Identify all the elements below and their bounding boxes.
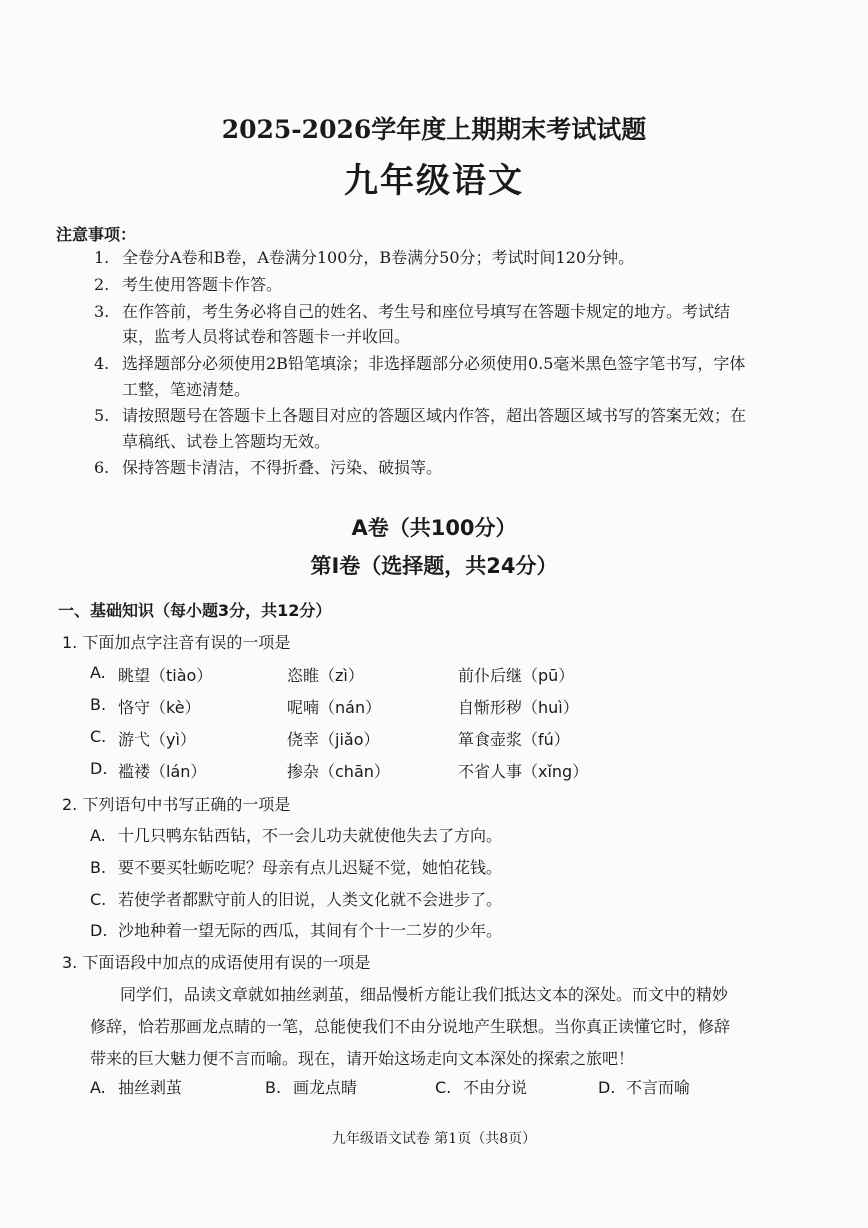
q3-option-d — [598, 1075, 690, 1098]
q1-option-a-letter: A. — [90, 663, 106, 682]
option-text: 不言而喻 — [626, 1078, 691, 1097]
notice-text-cont: 工整，笔迹清楚。 — [122, 380, 251, 399]
notice-text: 请按照题号在答题卡上各题目对应的答题区域内作答，超出答题区域书写的答案无效；在 — [122, 406, 747, 425]
question-2-stem: 2. 下列语句中书写正确的一项是 — [62, 795, 291, 814]
option-text: 画龙点睛 — [293, 1078, 358, 1097]
notice-item-6 — [94, 458, 442, 478]
notice-text: 考生使用答题卡作答。 — [122, 275, 283, 294]
option-text: 若使学者都默守前人的旧说，人类文化就不会进步了。 — [118, 890, 503, 909]
question-3-stem: 3. 下面语段中加点的成语使用有误的一项是 — [62, 953, 371, 972]
option-letter: B. — [265, 1078, 282, 1097]
notice-text: 选择题部分必须使用2B铅笔填涂；非选择题部分必须使用0.5毫米黑色签字笔书写，字体 — [122, 354, 746, 373]
q1-option-d-letter: D. — [90, 759, 108, 778]
q3-passage-line-1: 同学们，品读文章就如抽丝剥茧，细品慢析方能让我们抵达文本的深处。而文中的精妙 — [120, 985, 729, 1004]
option-text: 沙地种着一望无际的西瓜，其间有个十一二岁的少年。 — [118, 921, 503, 940]
q3-passage-line-3: 带来的巨大魅力便不言而喻。现在，请开始这场走向文本深处的探索之旅吧！ — [90, 1049, 635, 1068]
q1-option-c-col2: 侥幸（jiǎo） — [287, 730, 380, 749]
notice-num: 2. — [94, 275, 110, 294]
page-footer: 九年级语文试卷 第1页（共8页） — [331, 1131, 537, 1147]
notice-num: 1. — [94, 248, 110, 267]
notice-num: 6. — [94, 458, 110, 477]
q3-passage-line-2: 修辞，恰若那画龙点睛的一笔，总能使我们不由分说地产生联想。当你真正读懂它时，修辞 — [90, 1017, 731, 1036]
part1-heading: 一、基础知识（每小题3分，共12分） — [58, 601, 332, 620]
option-letter: D. — [598, 1078, 616, 1097]
part-heading: 第Ⅰ卷（选择题，共24分） — [310, 554, 558, 578]
notice-text: 全卷分A卷和B卷，A卷满分100分，B卷满分50分；考试时间120分钟。 — [122, 248, 635, 267]
q1-option-c-col1: 游弋（yì） — [118, 730, 196, 749]
volume-heading: A卷（共100分） — [351, 516, 517, 540]
q1-option-a-col2: 恣睢（zì） — [287, 666, 364, 685]
notice-num: 3. — [94, 302, 110, 321]
q1-option-d-col1: 褴褛（lán） — [118, 762, 207, 781]
subject-title: 九年级语文 — [344, 161, 524, 201]
option-text: 不由分说 — [463, 1078, 528, 1097]
notice-text: 保持答题卡清洁，不得折叠、污染、破损等。 — [122, 458, 443, 477]
notice-heading: 注意事项： — [56, 225, 137, 244]
notice-text-cont: 草稿纸、试卷上答题均无效。 — [122, 432, 331, 451]
notice-item-4 — [94, 354, 745, 374]
q1-option-d-col2: 掺杂（chān） — [287, 762, 390, 781]
notice-item-1 — [94, 248, 634, 268]
notice-text: 在作答前，考生务必将自己的姓名、考生号和座位号填写在答题卡规定的地方。考试结 — [122, 302, 731, 321]
q1-option-a-col3: 前仆后继（pū） — [458, 666, 575, 685]
exam-title: 2025-2026学年度上期期末考试试题 — [221, 115, 647, 144]
option-letter: D. — [90, 921, 108, 940]
option-text: 十几只鸭东钻西钻，不一会儿功夫就使他失去了方向。 — [118, 826, 503, 845]
q2-option-b — [90, 855, 502, 878]
q2-option-d — [90, 918, 502, 941]
option-letter: A. — [90, 826, 106, 845]
q1-option-c-col3: 箪食壶浆（fú） — [458, 730, 570, 749]
q1-option-b-col1: 恪守（kè） — [118, 698, 201, 717]
q1-option-d-col3: 不省人事（xǐng） — [458, 762, 589, 781]
q1-option-b-letter: B. — [90, 695, 107, 714]
q1-option-c-letter: C. — [90, 727, 107, 746]
q2-option-c — [90, 887, 502, 910]
option-text: 要不要买牡蛎吃呢？母亲有点儿迟疑不觉，她怕花钱。 — [118, 858, 503, 877]
notice-text-cont: 束，监考人员将试卷和答题卡一并收回。 — [122, 327, 411, 346]
option-letter: C. — [435, 1078, 452, 1097]
q3-option-c — [435, 1075, 527, 1098]
notice-num: 5. — [94, 406, 110, 425]
option-text: 抽丝剥茧 — [118, 1078, 183, 1097]
option-letter: A. — [90, 1078, 106, 1097]
notice-item-5 — [94, 406, 746, 426]
notice-item-3 — [94, 302, 730, 322]
question-1-stem: 1. 下面加点字注音有误的一项是 — [62, 633, 291, 652]
q1-option-a-col1: 眺望（tiào） — [118, 666, 213, 685]
q3-option-a — [90, 1075, 182, 1098]
notice-num: 4. — [94, 354, 110, 373]
q1-option-b-col3: 自惭形秽（huì） — [458, 698, 579, 717]
q2-option-a — [90, 823, 502, 846]
option-letter: B. — [90, 858, 107, 877]
notice-item-2 — [94, 275, 282, 295]
option-letter: C. — [90, 890, 107, 909]
q3-option-b — [265, 1075, 357, 1098]
q1-option-b-col2: 呢喃（nán） — [287, 698, 382, 717]
